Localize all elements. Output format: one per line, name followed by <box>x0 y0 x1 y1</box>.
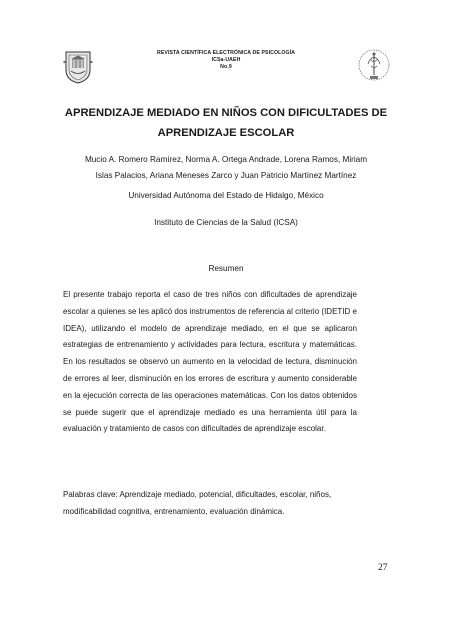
institute-affiliation: Instituto de Ciencias de la Salud (ICSA) <box>154 218 298 227</box>
author-list <box>55 152 397 183</box>
authors-line-1: Mucio A. Romero Ramírez, Norma A. Ortega Andrade, Lorena Ramos, Miriam <box>84 155 368 164</box>
journal-institution: ICSa-UAEH <box>211 57 241 63</box>
paper-title <box>50 103 402 143</box>
title-line-1: APRENDIZAJE MEDIADO EN NIÑOS CON DIFICULTADES DE <box>64 107 388 119</box>
keywords-text: Palabras clave: Aprendizaje mediado, potencial, dificultades, escolar, niños, modificabilidad cognitiva, entrenamiento, evaluación dinámica. <box>63 490 332 516</box>
abstract-body <box>63 287 357 438</box>
abstract-heading: Resumen <box>208 264 244 273</box>
keywords-section <box>63 486 363 520</box>
journal-name: REVISTA CIENTÍFICA ELECTRÓNICA DE PSICOLOGÍA <box>156 50 296 56</box>
journal-header <box>0 50 452 71</box>
abstract-text: El presente trabajo reporta el caso de tres niños con dificultades de aprendizaje escolar a quienes se les aplicó dos instrumentos de referencia al criterio (IDETID e IDEA), utilizando el modelo de aprendizaje mediado, en el que se aplicaron estrategias de entrenamiento y actividades para lectura, escritura y matemáticas. En los resultados se observó un aumento en la velocidad de lectura, disminución de errores al leer, disminución en los errores de escritura y aumento considerable en la ejecución correcta de las operaciones matemáticas. Con los datos obtenidos se puede sugerir que el aprendizaje mediado es una herramienta útil para la evaluación y tratamiento de casos con dificultades de aprendizaje escolar. <box>63 290 357 434</box>
page-number: 27 <box>378 563 388 573</box>
journal-issue: No.9 <box>220 64 232 70</box>
title-line-2: APRENDIZAJE ESCOLAR <box>157 127 295 139</box>
authors-line-2: Islas Palacios, Ariana Meneses Zarco y Juan Patricio Martínez Martínez <box>95 170 357 180</box>
university-affiliation: Universidad Autónoma del Estado de Hidalgo, México <box>128 191 324 200</box>
